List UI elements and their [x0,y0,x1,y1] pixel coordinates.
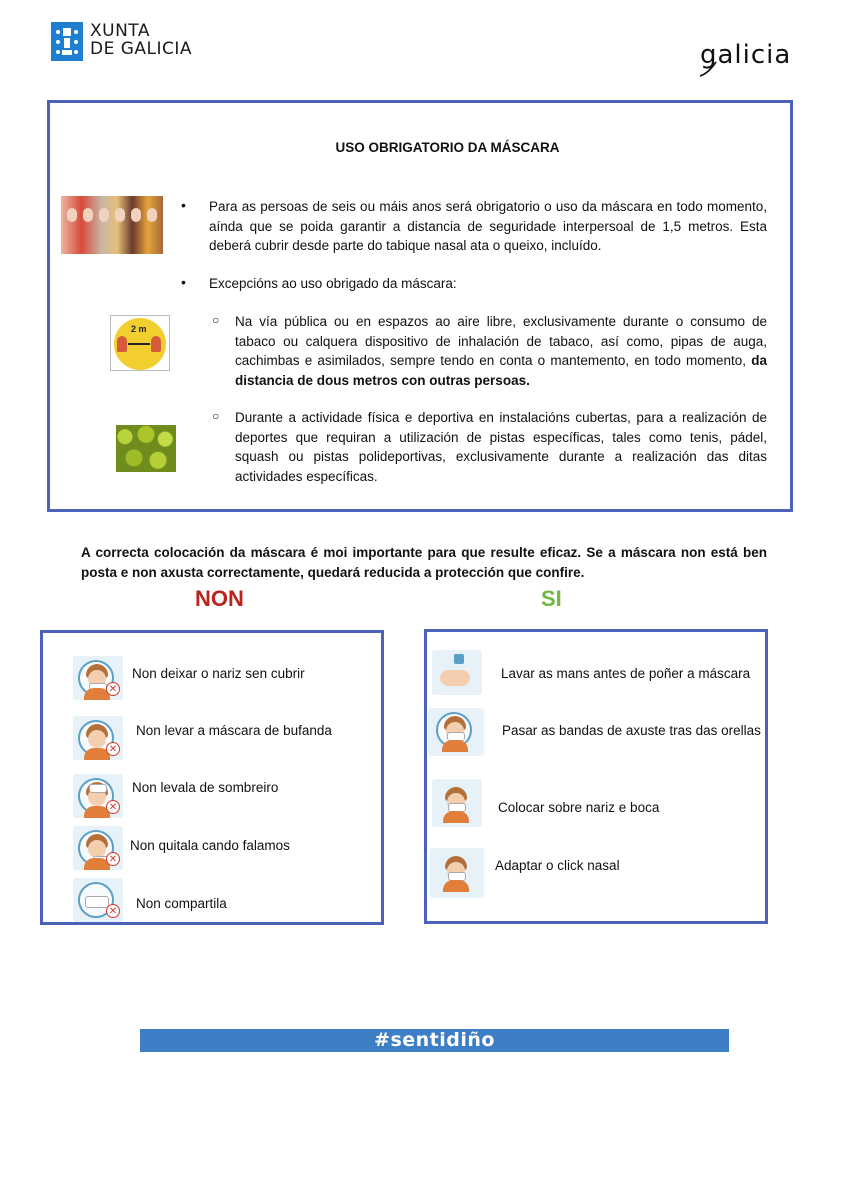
mask-as-hat-icon [73,774,123,818]
non-item-2: Non levar a máscara de bufanda [136,723,332,738]
close-icon: ✕ [106,800,120,814]
instruction-text: A correcta colocación da máscara é moi importante para que resulte eficaz. Se a máscara non está ben posta e non axusta correctamente, quedará reducida a protección que confire. [81,545,767,580]
sub2-text: Durante a actividade física e deportiva en instalacións cubertas, para a realización de deportes que requiran a utilización de pistas específicas, tales como tenis, pádel, squash ou pistas polideportivas, exclusivamente durante a realización das ditas actividades específicas. [235,410,767,484]
galicia-swash-icon [698,60,728,78]
sub-bullet-ring: ○ [212,409,220,423]
hand-washing-icon [432,650,482,695]
mask-as-scarf-icon [73,716,123,760]
non-item-3: Non levala de sombreiro [132,780,279,795]
bullet-dot: • [181,274,186,290]
xunta-wordmark [90,22,192,58]
non-item-4: Non quitala cando falamos [130,838,290,853]
bullet1-text: Para as persoas de seis ou máis anos será obrigatorio o uso da máscara en todo momento, aínda que se poida garantir a distancia de seguridade interpersoal de 1,5 metros. Esta deberá cubrir desde parte do tabique nasal ata o queixo, incluído. [209,199,767,253]
sub-bullet-ring: ○ [212,313,220,327]
no-sharing-icon [73,878,123,922]
non-heading: NON [195,586,244,611]
si-item-3: Colocar sobre nariz e boca [498,800,660,815]
si-heading: SI [541,586,562,611]
masked-people-image [61,196,163,254]
ear-bands-icon [428,708,484,756]
galicia-wordmark: galicia [700,40,792,70]
tennis-balls-image [116,425,176,472]
sub1-text: Na vía pública ou en espazos ao aire libre, exclusivamente durante o consumo de tabaco ou calquera dispositivo de inhalación de tabaco, así como, pipas de auga, cachimbas e asimilados, sempre tendo en conta o mantemento, en todo momento, [235,314,767,368]
bullet2-text: Excepcións ao uso obrigado da máscara: [209,276,457,291]
close-icon: ✕ [106,742,120,756]
non-item-1: Non deixar o nariz sen cubrir [132,666,305,681]
nose-clip-icon [430,848,484,898]
remove-when-talking-icon [73,826,123,870]
close-icon: ✕ [106,682,120,696]
sub1-bold-text: da distancia de dous metros con outras persoas. [235,353,767,388]
two-meter-label: 2 m [131,324,147,334]
bullet-dot: • [181,197,186,213]
org-line2: DE GALICIA [90,39,193,59]
two-meter-distance-image [110,315,170,371]
xunta-coat-of-arms-logo [51,22,83,61]
si-item-1: Lavar as mans antes de poñer a máscara [501,666,751,681]
nose-uncovered-icon [73,656,123,700]
sub1-block [235,312,767,390]
org-line1: XUNTA [90,21,150,41]
shield-icon [51,22,83,61]
non-item-5: Non compartila [136,896,227,911]
cover-nose-mouth-icon [432,779,482,827]
hashtag-banner: #sentidiño [140,1029,729,1052]
si-item-4: Adaptar o click nasal [495,858,620,873]
main-title: USO OBRIGATORIO DA MÁSCARA [335,140,560,155]
close-icon: ✕ [106,904,120,918]
close-icon: ✕ [106,852,120,866]
si-item-2: Pasar as bandas de axuste tras das orellas [502,723,761,738]
